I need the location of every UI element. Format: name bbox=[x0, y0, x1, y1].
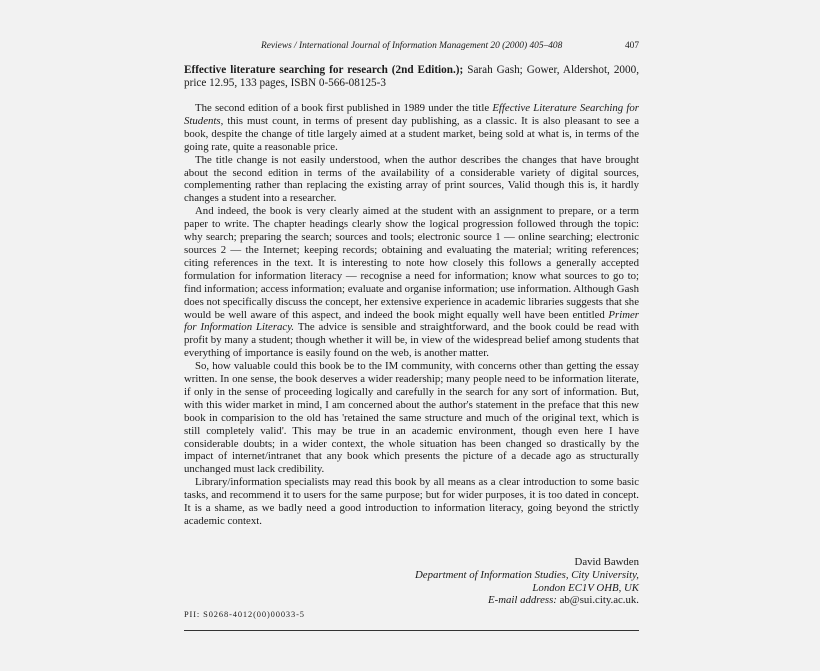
paragraph-4: So, how valuable could this book be to the IM community, with concerns other than getting the essay written. In one sense, the book deserves a wider readership; many people need to be information literate, if only in the sense of proceeding logically and carefully in the search for any sort of information. But, with this wider market in mind, I am concerned about the author's statement in the preface that this new book in comparision to the old has 'retained the same structure and much of the original text, which is still completely valid'. This may be true in an academic environment, though even here I have considerable doubts; in a wider context, the whole situation has been changed so drastically by the impact of internet/intranet that any book which presents the picture of a decade ago as structurally unchanged must lack credibility. bbox=[184, 360, 639, 476]
email-address: ab@sui.city.ac.uk. bbox=[556, 594, 639, 607]
paragraph-3-text-b: The advice is sensible and straightforward, and the book could be read with profit by many a student; though whether it will be, in view of the widespread belief among students that everything of importance is easily found on the web, is another matter. bbox=[184, 321, 640, 360]
review-body bbox=[184, 102, 639, 528]
journal-citation: Reviews / International Journal of Information Management 20 (2000) 405–408 bbox=[261, 41, 563, 51]
paragraph-1-title: Effective Literature Searching for Students, bbox=[184, 102, 639, 127]
footer-rule bbox=[184, 630, 639, 631]
pii-code: PII: S0268-4012(00)00033-5 bbox=[184, 610, 305, 619]
page-number: 407 bbox=[624, 41, 639, 51]
paragraph-5: Library/information specialists may read this book by all means as a clear introduction to some basic tasks, and recommend it to users for the same purpose; but for wider purposes, it is too dated in concept. It is a shame, as we badly need a good introduction to information literacy, going beyond the strictly academic context. bbox=[184, 476, 639, 527]
reviewer-name: David Bawden bbox=[574, 556, 639, 568]
paragraph-2: The title change is not easily understood, when the author describes the changes that have brought about the second edition in terms of the availability of a considerable variety of digital sources, complementing rather than replacing the existing array of print sources, Valid though this is, it hardly changes a student into a researcher. bbox=[184, 153, 639, 205]
paragraph-1-text-b: this must count, in terms of present day publishing, as a classic. It is also pleasant to see a book, despite the change of title largely aimed at a student market, being sold at what is, in terms of the going rate, quite a reasonable price. bbox=[184, 114, 639, 153]
paragraph-1-text-a: The second edition of a book first published in 1989 under the title bbox=[195, 102, 493, 114]
signature-block bbox=[184, 556, 639, 607]
book-title: Effective literature searching for research (2nd Edition.); bbox=[184, 64, 464, 76]
paragraph-1 bbox=[184, 102, 639, 154]
paragraph-3 bbox=[184, 205, 639, 360]
reviewer-location: London EC1V OHB, UK bbox=[532, 581, 639, 594]
page bbox=[184, 0, 639, 671]
paragraph-3-title: Primer for Information Literacy. bbox=[184, 308, 639, 334]
book-citation: Sarah Gash; Gower, Aldershot, 2000, price 12.95, 133 pages, ISBN 0-566-08125-3 bbox=[184, 64, 640, 90]
reviewer-department: Department of Information Studies, City University, bbox=[414, 568, 639, 581]
review-heading bbox=[184, 64, 639, 91]
reviewer-email bbox=[184, 594, 639, 607]
email-label: E-mail address: bbox=[488, 594, 557, 607]
paragraph-3-text-a: And indeed, the book is very clearly aimed at the student with an assignment to prepare, or a term paper to write. The chapter headings clearly show the logical progression followed through the topic: why search; preparing the search; sources and tools; electronic source 1 — online searching; electronic sources 2 — the Internet; keeping records; obtaining and evaluating the material; writing references; citing references in the text. It is interesting to note how closely this follows a generally accepted formulation for information literacy — recognise a need for information; know what sources to go to; find information; access information; evaluate and organise information; use information. Although Gash does not specifically discuss the concept, her extensive experience in academic libraries suggests that she would be well aware of this aspect, and indeed the book might equally well have been entitled bbox=[184, 205, 639, 321]
